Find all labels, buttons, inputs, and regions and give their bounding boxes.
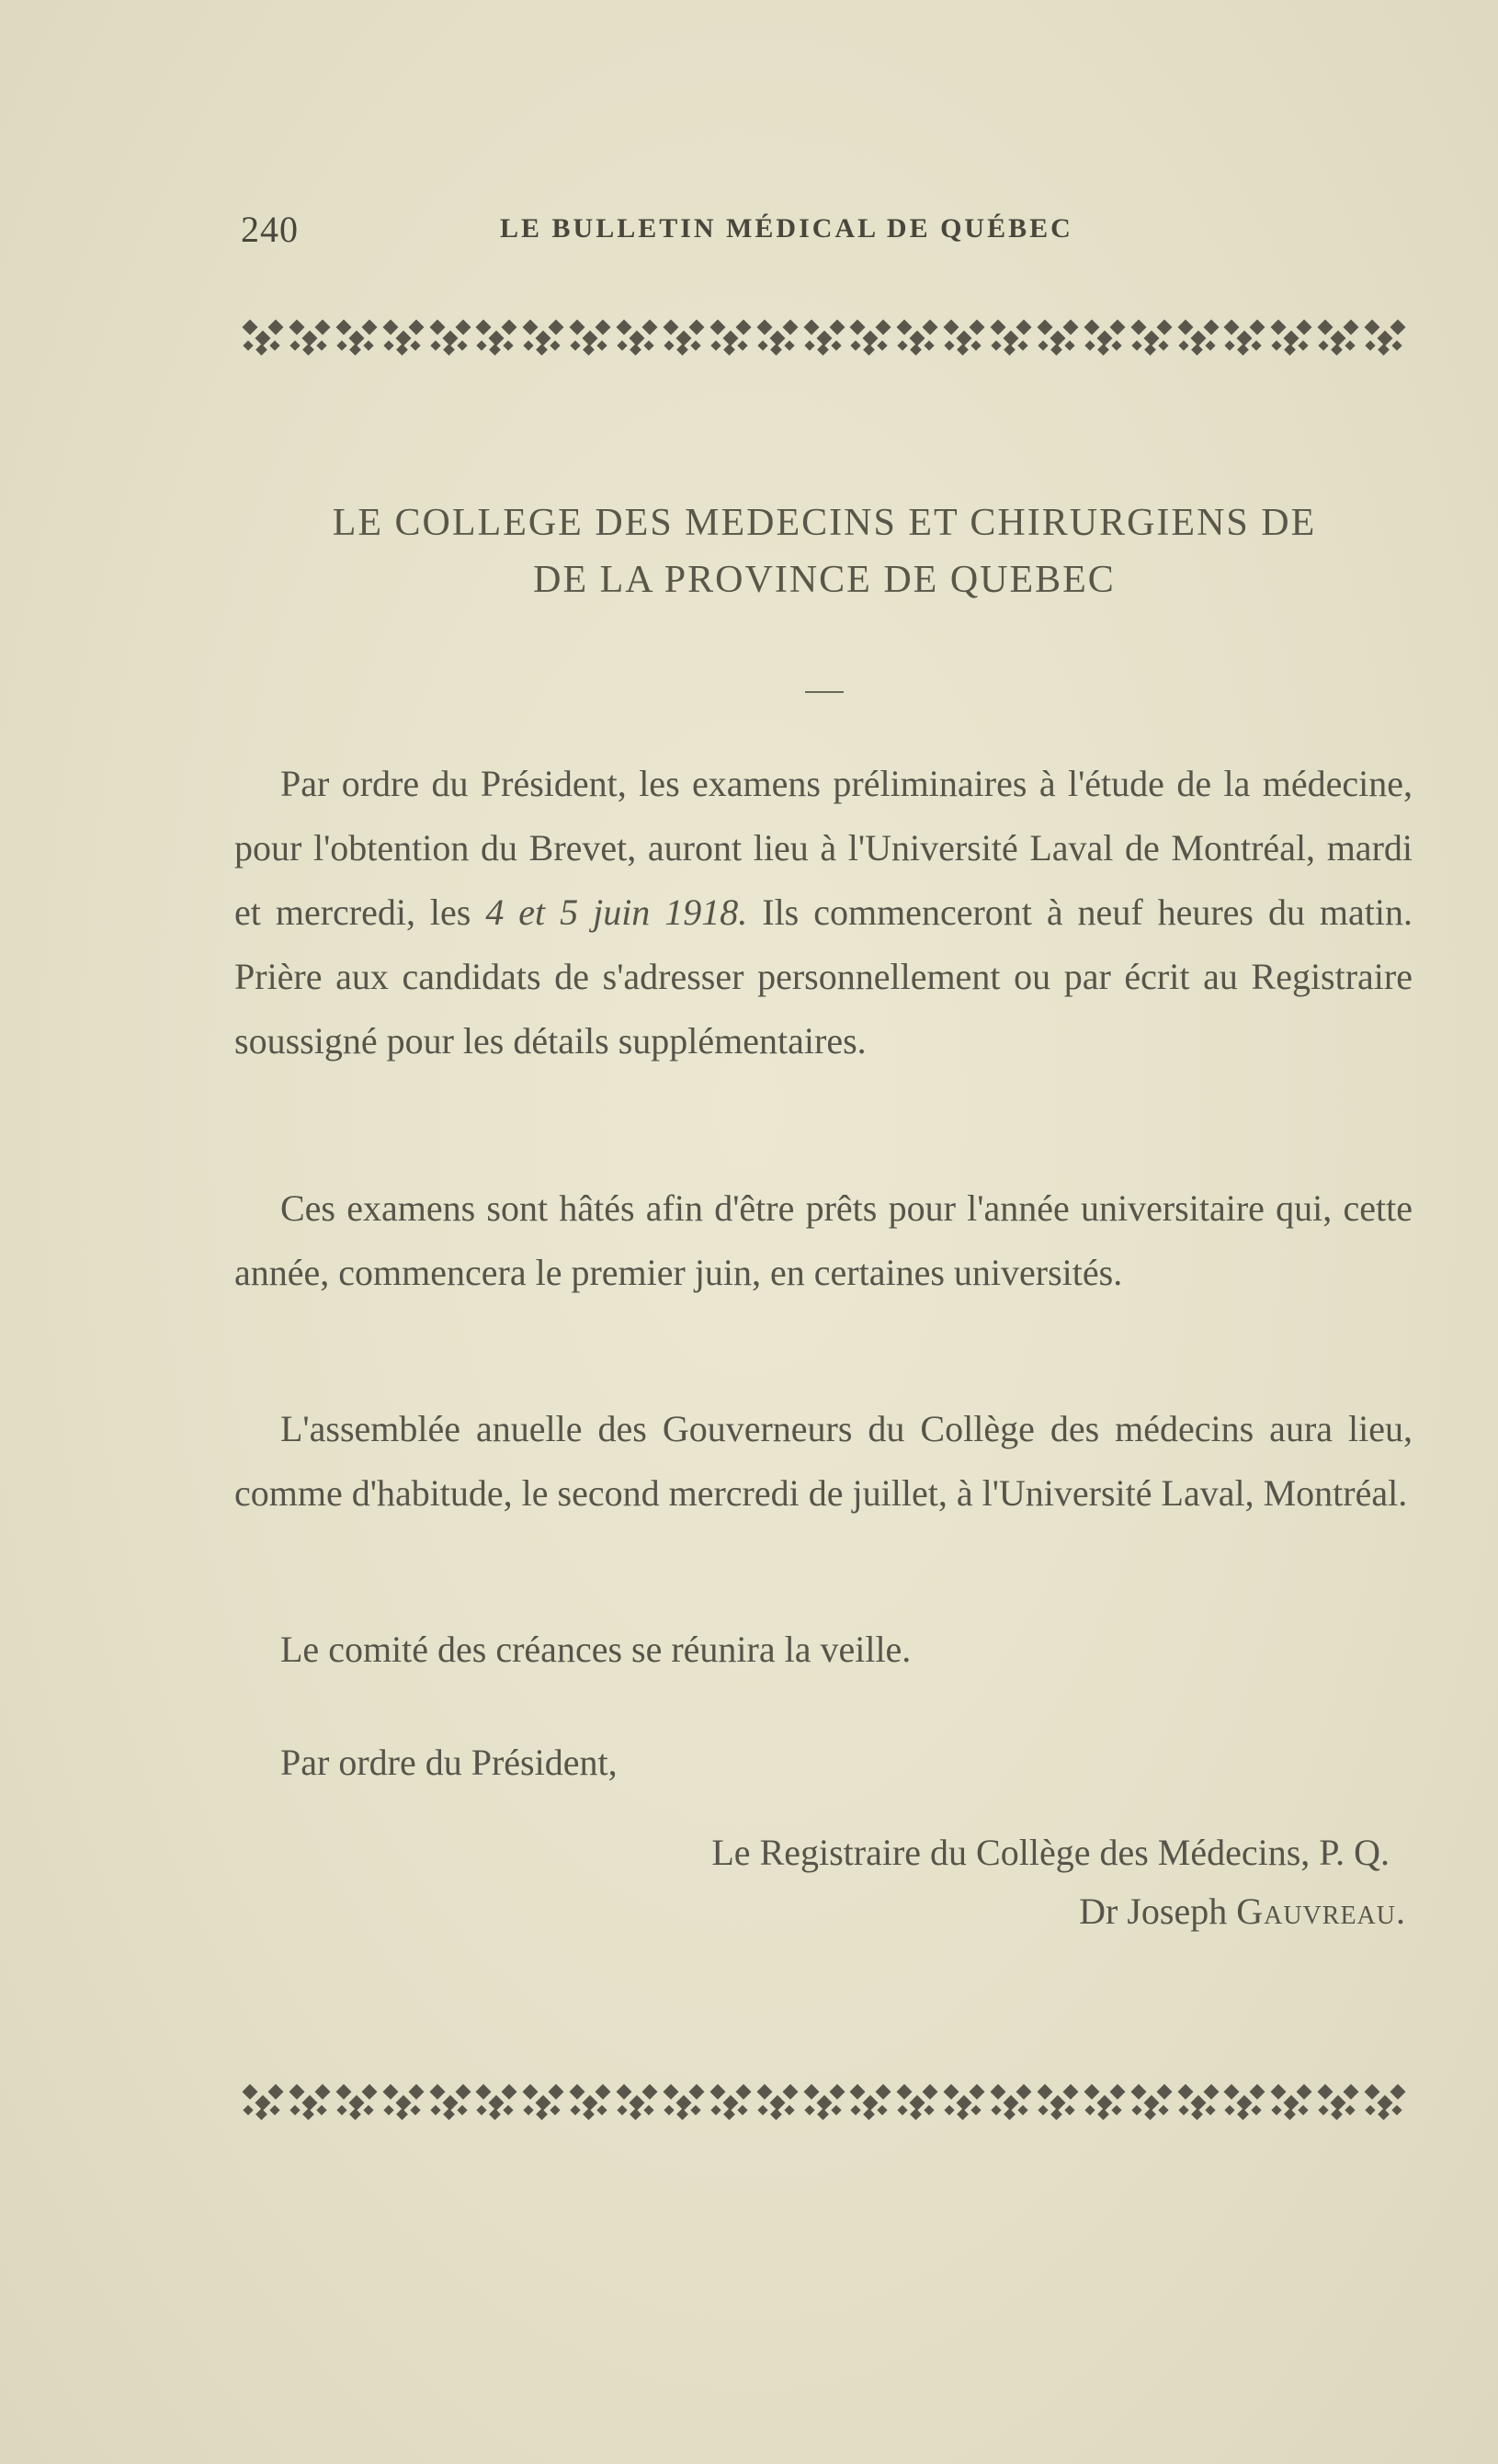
signature-name-prefix: Dr Joseph (1079, 1891, 1237, 1932)
ornament-diamond (1083, 2079, 1128, 2129)
ornament-diamond (241, 314, 286, 364)
signature-title: Le Registraire du Collège des Médecins, P. Q. (711, 1832, 1390, 1873)
ornament-diamond (942, 314, 987, 364)
bottom-ornament-band (241, 2079, 1408, 2129)
ornament-diamond (895, 314, 940, 364)
ornament-diamond (1316, 314, 1361, 364)
ornament-diamond (381, 314, 426, 364)
ornament-diamond (989, 2079, 1034, 2129)
ornament-diamond (335, 314, 380, 364)
paragraph-exam-notice (234, 752, 1413, 1073)
ornament-diamond (1222, 2079, 1267, 2129)
title-divider-rule (805, 691, 844, 693)
ornament-diamond (662, 314, 707, 364)
running-head: LE BULLETIN MÉDICAL DE QUÉBEC (500, 213, 1073, 244)
ornament-diamond (428, 314, 473, 364)
ornament-diamond (381, 2079, 426, 2129)
paragraph-exam-notice-text-end: Ils commenceront à neuf heures du matin. Prière aux candidats de s'adresser personnellement ou par écrit au Registraire soussigné pour les détails supplémentaires. (234, 891, 1413, 1062)
article-title-line-2: DE LA PROVINCE DE QUEBEC (533, 559, 1116, 601)
paragraph-exam-notice-text-start: Par ordre du Président, les examens préliminaires à l'étude de la médecine, pour l'obtention du Brevet, auront lieu à l'Université Laval de Montréal, mardi et mercredi, les (234, 763, 1413, 933)
ornament-diamond (1363, 2079, 1408, 2129)
ornament-diamond (1036, 314, 1081, 364)
ornament-diamond (615, 2079, 660, 2129)
ornament-diamond (1176, 314, 1221, 364)
ornament-diamond (1083, 314, 1128, 364)
ornament-diamond (474, 2079, 519, 2129)
ornament-diamond (1363, 314, 1408, 364)
ornament-diamond (1316, 2079, 1361, 2129)
ornament-diamond (1222, 314, 1267, 364)
ornament-diamond (989, 314, 1034, 364)
ornament-diamond (521, 2079, 566, 2129)
article-title-line-1: LE COLLEGE DES MEDECINS ET CHIRURGIENS DE (332, 502, 1317, 544)
ornament-diamond (1269, 314, 1314, 364)
ornament-diamond (662, 2079, 707, 2129)
ornament-diamond (895, 2079, 940, 2129)
page-number: 240 (241, 209, 299, 250)
ornament-diamond (428, 2079, 473, 2129)
ornament-diamond (521, 314, 566, 364)
signature-surname: Gauvreau. (1236, 1891, 1406, 1932)
ornament-diamond (848, 314, 893, 364)
ornament-diamond (288, 2079, 333, 2129)
ornament-diamond (241, 2079, 286, 2129)
paragraph-annual-meeting: L'assemblée anuelle des Gouverneurs du Collège des médecins aura lieu, comme d'habitude, le second mercredi de juillet, à l'Université Laval, Montréal. (234, 1408, 1413, 1514)
signature-name (1079, 1884, 1406, 1939)
ornament-diamond (802, 314, 847, 364)
ornament-diamond (568, 314, 613, 364)
ornament-diamond (615, 314, 660, 364)
top-ornament-band (241, 314, 1408, 364)
ornament-diamond (942, 2079, 987, 2129)
ornament-diamond (755, 2079, 800, 2129)
ornament-diamond (709, 314, 754, 364)
ornament-diamond (1176, 2079, 1221, 2129)
ornament-diamond (709, 2079, 754, 2129)
ornament-diamond (568, 2079, 613, 2129)
ornament-diamond (1269, 2079, 1314, 2129)
ornament-diamond (802, 2079, 847, 2129)
ornament-diamond (755, 314, 800, 364)
ornament-diamond (335, 2079, 380, 2129)
ornament-diamond (848, 2079, 893, 2129)
ornament-diamond (474, 314, 519, 364)
paragraph-by-order: Par ordre du Président, (280, 1742, 618, 1783)
ornament-diamond (1036, 2079, 1081, 2129)
ornament-diamond (288, 314, 333, 364)
ornament-diamond (1129, 2079, 1175, 2129)
paragraph-early-exams: Ces examens sont hâtés afin d'être prêts pour l'année universitaire qui, cette année, commencera le premier juin, en certaines universités. (234, 1187, 1413, 1293)
page-header (241, 208, 1408, 263)
exam-dates: 4 et 5 juin 1918. (485, 891, 748, 933)
ornament-diamond (1129, 314, 1175, 364)
paragraph-credentials-committee: Le comité des créances se réunira la veille. (280, 1629, 912, 1670)
